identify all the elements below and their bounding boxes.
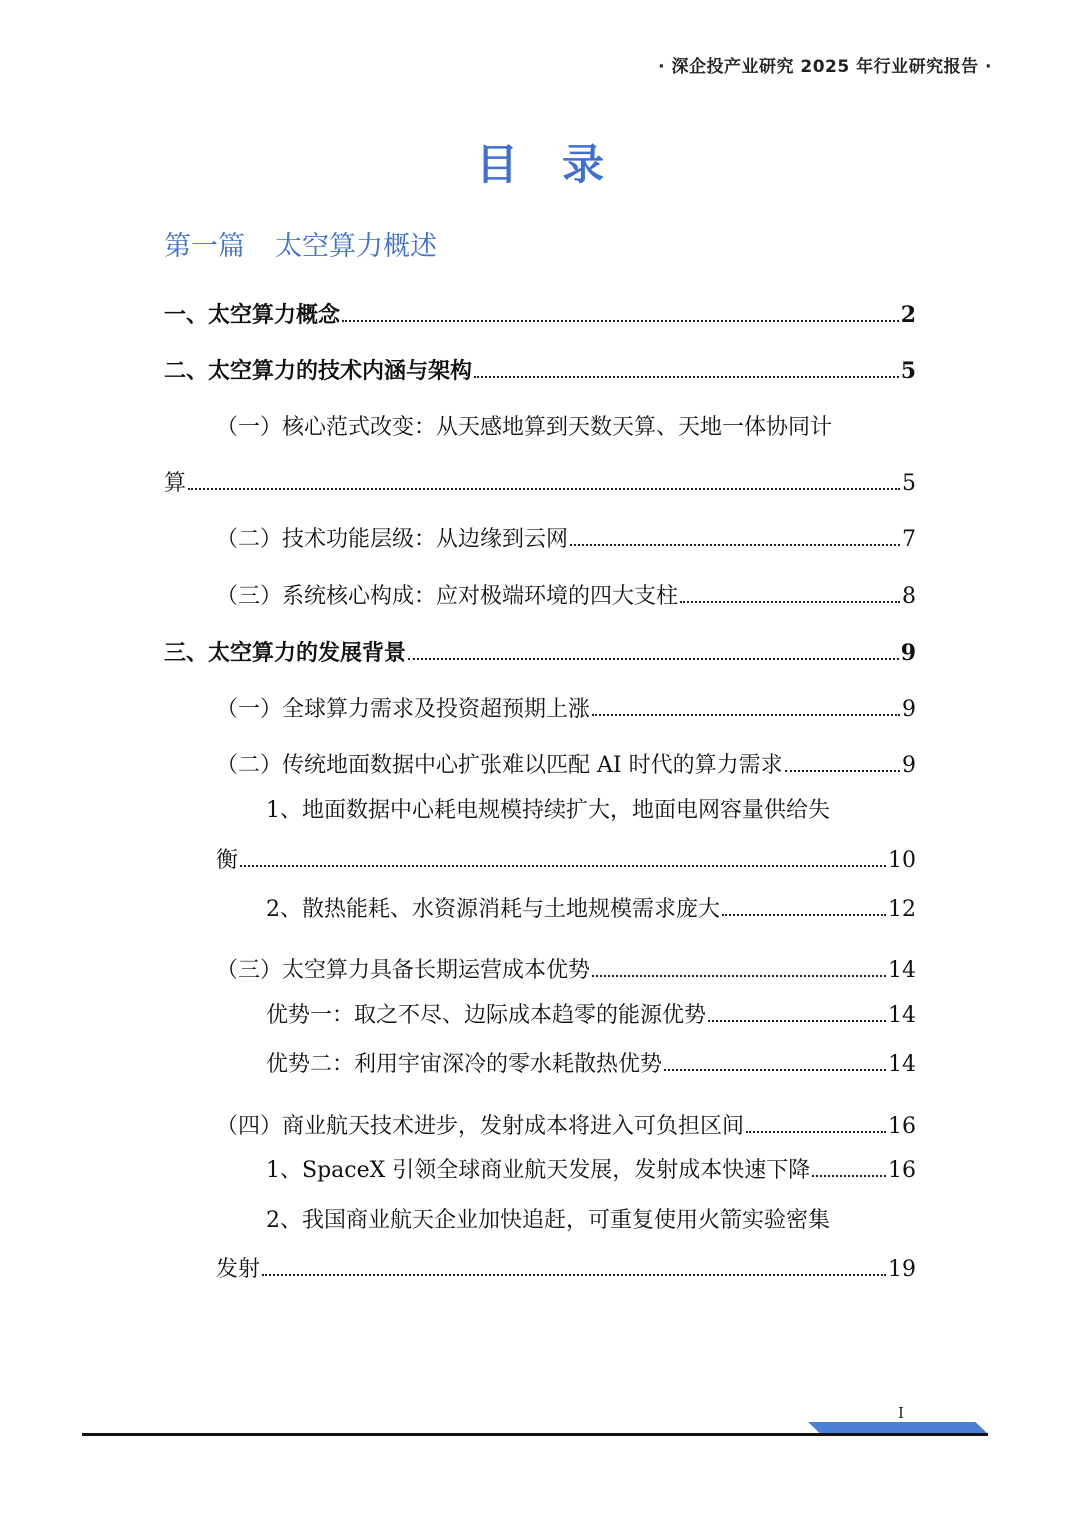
toc-entry[interactable]: [266, 1160, 916, 1182]
toc-entry-label: 发射: [216, 1257, 261, 1282]
toc-leader-dots: [262, 1273, 886, 1276]
toc-entry-page: 9: [902, 697, 916, 722]
footer-rule: [82, 1433, 988, 1436]
toc-entry-page: 16: [888, 1158, 916, 1183]
toc-entry-label: 衡: [216, 848, 239, 873]
toc-entry-page: 14: [888, 958, 916, 983]
toc-entry-label: （二）传统地面数据中心扩张难以匹配 AI 时代的算力需求: [216, 753, 783, 778]
toc-entry-label: 2、散热能耗、水资源消耗与土地规模需求庞大: [266, 897, 720, 922]
toc-entry[interactable]: [216, 699, 916, 721]
toc-entry-label: 三、太空算力的发展背景: [164, 640, 407, 666]
toc-entry-label: 一、太空算力概念: [164, 302, 341, 328]
toc-leader-dots: [664, 1068, 886, 1071]
toc-title: 目录: [475, 140, 648, 189]
toc-entry-label: 1、SpaceX 引领全球商业航天发展，发射成本快速下降: [266, 1158, 811, 1183]
toc-entry-label: 优势一：取之不尽、边际成本趋零的能源优势: [266, 1003, 707, 1028]
toc-leader-dots: [342, 319, 899, 322]
part-heading: [164, 224, 437, 263]
toc-entry[interactable]: [216, 1116, 916, 1138]
toc-leader-dots: [188, 487, 900, 490]
toc-leader-dots: [240, 864, 886, 867]
toc-entry-label-line1[interactable]: 2、我国商业航天企业加快追赶，可重复使用火箭实验密集: [266, 1208, 830, 1233]
toc-entry[interactable]: [216, 960, 916, 982]
page-number: I: [898, 1404, 904, 1422]
toc-entry-page: 5: [902, 471, 916, 496]
toc-entry-page: 5: [900, 358, 916, 384]
toc-entry-page: 9: [902, 753, 916, 778]
toc-entry[interactable]: [164, 360, 916, 382]
toc-entry[interactable]: [266, 899, 916, 921]
toc-leader-dots: [812, 1174, 886, 1177]
toc-leader-dots: [570, 543, 900, 546]
toc-entry-label: （三）太空算力具备长期运营成本优势: [216, 958, 591, 983]
toc-entry-label: 优势二：利用宇宙深冷的零水耗散热优势: [266, 1052, 663, 1077]
toc-entry-page: 19: [888, 1257, 916, 1282]
toc-entry-page: 2: [900, 302, 916, 328]
toc-entry[interactable]: [266, 1054, 916, 1076]
toc-entry-page: 9: [900, 640, 916, 666]
toc-leader-dots: [708, 1019, 886, 1022]
toc-entry-page: 14: [888, 1052, 916, 1077]
toc-entry-label: 二、太空算力的技术内涵与架构: [164, 358, 473, 384]
toc-entry-page: 12: [888, 897, 916, 922]
toc-entry[interactable]: [216, 529, 916, 551]
toc-entry-page: 10: [888, 848, 916, 873]
toc-entry[interactable]: [266, 1005, 916, 1027]
toc-entry-page: 7: [902, 527, 916, 552]
toc-entry[interactable]: [216, 586, 916, 608]
toc-entry-label: （二）技术功能层级：从边缘到云网: [216, 527, 569, 552]
toc-leader-dots: [474, 375, 899, 378]
toc-leader-dots: [592, 713, 900, 716]
toc-leader-dots: [408, 657, 899, 660]
toc-entry[interactable]: [164, 304, 916, 326]
toc-entry[interactable]: [164, 473, 916, 495]
toc-entry-label-line1[interactable]: 1、地面数据中心耗电规模持续扩大，地面电网容量供给失: [266, 798, 830, 823]
toc-entry-page: 8: [902, 584, 916, 609]
toc-entry-label: （四）商业航天技术进步，发射成本将进入可负担区间: [216, 1114, 745, 1139]
toc-entry-label: （三）系统核心构成：应对极端环境的四大支柱: [216, 584, 679, 609]
toc-leader-dots: [592, 974, 886, 977]
toc-leader-dots: [746, 1130, 886, 1133]
toc-leader-dots: [680, 600, 900, 603]
part-label: 第一篇: [164, 231, 245, 262]
toc-entry[interactable]: [164, 642, 916, 664]
part-name: 太空算力概述: [275, 231, 437, 262]
toc-entry-label: （一）全球算力需求及投资超预期上涨: [216, 697, 591, 722]
toc-entry[interactable]: [216, 850, 916, 872]
toc-entry[interactable]: [216, 1259, 916, 1281]
toc-leader-dots: [722, 913, 886, 916]
toc-leader-dots: [785, 769, 900, 772]
toc-entry-page: 14: [888, 1003, 916, 1028]
toc-entry-label: 算: [164, 471, 187, 496]
toc-entry-page: 16: [888, 1114, 916, 1139]
toc-entry[interactable]: [216, 755, 916, 777]
toc-entry-label-line1[interactable]: （一）核心范式改变：从天感地算到天数天算、天地一体协同计: [216, 415, 833, 440]
running-header: · 深企投产业研究 2025 年行业研究报告 ·: [658, 57, 992, 77]
